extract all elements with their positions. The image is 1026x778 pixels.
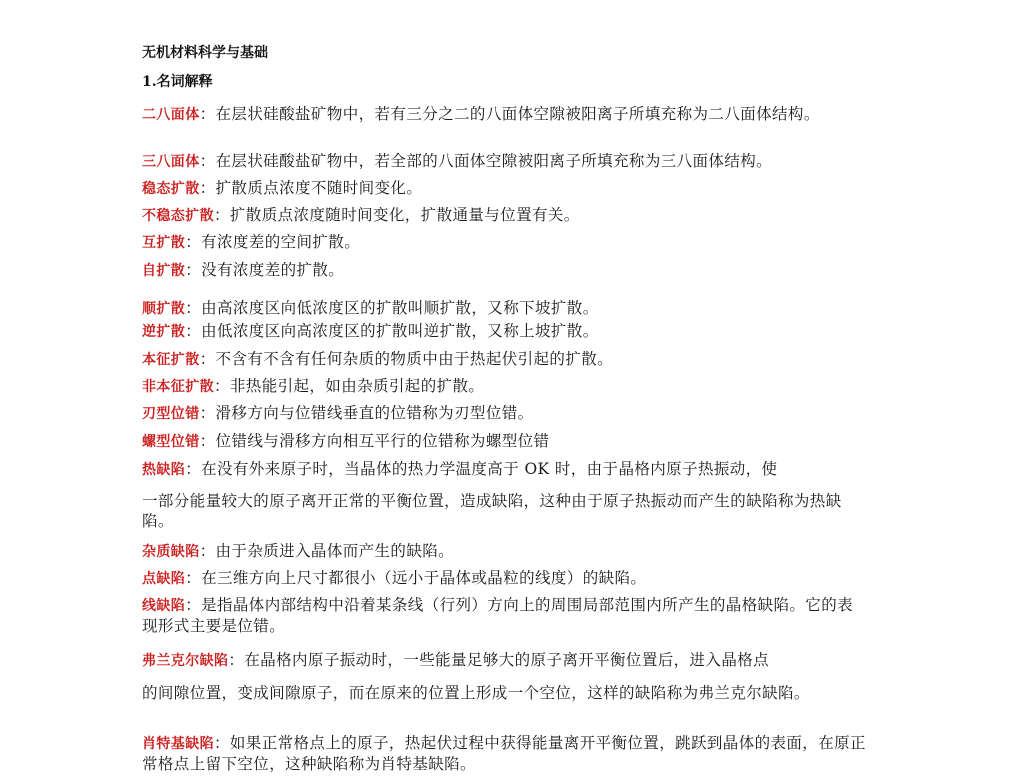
term-label: 点缺陷: [142, 571, 186, 587]
term-label: 自扩散: [142, 263, 186, 279]
definition-entry: 自扩散：没有浓度差的扩散。: [142, 261, 345, 279]
definition-entry: 杂质缺陷：由于杂质进入晶体而产生的缺陷。: [142, 542, 455, 560]
definition-entry: 弗兰克尔缺陷：在晶格内原子振动时，一些能量足够大的原子离开平衡位置后，进入晶格点: [142, 651, 770, 669]
definition-text: 在没有外来原子时，当晶体的热力学温度高于 OK 时，由于晶格内原子热振动，使: [201, 460, 778, 478]
definition-text: 没有浓度差的扩散。: [201, 261, 345, 279]
definition-entry: 螺型位错：位错线与滑移方向相互平行的位错称为螺型位错: [142, 432, 550, 450]
definition-continuation: [142, 491, 866, 531]
term-label: 肖特基缺陷: [142, 736, 214, 752]
definition-continuation: [142, 683, 866, 703]
term-label: 热缺陷: [142, 462, 186, 478]
term-label: 刃型位错: [142, 406, 200, 422]
definition-entry: 本征扩散：不含有不含有任何杂质的物质中由于热起伏引起的扩散。: [142, 350, 614, 368]
term-label: 顺扩散: [142, 301, 186, 317]
definition-entry: 逆扩散：由低浓度区向高浓度区的扩散叫逆扩散，又称上坡扩散。: [142, 322, 599, 340]
document-title: 无机材料科学与基础: [142, 45, 268, 61]
definition-entry: 线缺陷：是指晶体内部结构中沿着某条线（行列）方向上的周围局部范围内所产生的晶格缺陷。它的表现形式主要是位错。: [142, 596, 854, 635]
definition-entry: 稳态扩散：扩散质点浓度不随时间变化。: [142, 179, 423, 197]
term-label: 线缺陷: [142, 598, 186, 614]
definition-text: 一部分能量较大的原子离开正常的平衡位置，造成缺陷，这种由于原子热振动而产生的缺陷称为热缺陷。: [142, 492, 842, 530]
definition-text: 在层状硅酸盐矿物中，若全部的八面体空隙被阳离子所填充称为三八面体结构。: [215, 152, 773, 170]
definition-text: 非热能引起，如由杂质引起的扩散。: [229, 377, 485, 395]
definition-text: 如果正常格点上的原子，热起伏过程中获得能量离开平衡位置，跳跃到晶体的表面，在原正常格点上留下空位，这种缺陷称为肖特基缺陷。: [142, 734, 866, 773]
definition-entry: 点缺陷：在三维方向上尺寸都很小（远小于晶体或晶粒的线度）的缺陷。: [142, 569, 647, 587]
definition-entry: 三八面体：在层状硅酸盐矿物中，若全部的八面体空隙被阳离子所填充称为三八面体结构。: [142, 152, 773, 170]
definition-text: 在层状硅酸盐矿物中，若有三分之二的八面体空隙被阳离子所填充称为二八面体结构。: [215, 105, 820, 123]
definition-text: 由于杂质进入晶体而产生的缺陷。: [215, 542, 455, 560]
definition-entry: 刃型位错：滑移方向与位错线垂直的位错称为刃型位错。: [142, 404, 534, 422]
definition-text: 扩散质点浓度不随时间变化。: [215, 179, 423, 197]
definition-text: 在三维方向上尺寸都很小（远小于晶体或晶粒的线度）的缺陷。: [201, 569, 647, 587]
definition-entry: 肖特基缺陷：如果正常格点上的原子，热起伏过程中获得能量离开平衡位置，跳跃到晶体的表面，在原正常格点上留下空位，这种缺陷称为肖特基缺陷。: [142, 734, 866, 773]
definition-text: 位错线与滑移方向相互平行的位错称为螺型位错: [215, 432, 550, 450]
term-label: 本征扩散: [142, 352, 200, 368]
term-label: 互扩散: [142, 235, 186, 251]
definition-entry: 热缺陷：在没有外来原子时，当晶体的热力学温度高于 OK 时，由于晶格内原子热振动，使: [142, 460, 778, 478]
term-label: 逆扩散: [142, 324, 186, 340]
definition-entry: 顺扩散：由高浓度区向低浓度区的扩散叫顺扩散，又称下坡扩散。: [142, 299, 599, 317]
definition-entry: 不稳态扩散：扩散质点浓度随时间变化，扩散通量与位置有关。: [142, 206, 580, 224]
definition-entry: 互扩散：有浓度差的空间扩散。: [142, 233, 361, 251]
definition-text: 不含有不含有任何杂质的物质中由于热起伏引起的扩散。: [215, 350, 614, 368]
definition-text: 滑移方向与位错线垂直的位错称为刃型位错。: [215, 404, 534, 422]
definition-text: 由高浓度区向低浓度区的扩散叫顺扩散，又称下坡扩散。: [201, 299, 599, 317]
definition-text: 是指晶体内部结构中沿着某条线（行列）方向上的周围局部范围内所产生的晶格缺陷。它的表现形式主要是位错。: [142, 596, 854, 635]
definition-text: 有浓度差的空间扩散。: [201, 233, 361, 251]
term-label: 不稳态扩散: [142, 208, 214, 224]
term-label: 稳态扩散: [142, 181, 200, 197]
term-label: 弗兰克尔缺陷: [142, 653, 229, 669]
definition-text: 扩散质点浓度随时间变化，扩散通量与位置有关。: [229, 206, 580, 224]
section-heading: 1.名词解释: [142, 74, 213, 90]
definition-text: 在晶格内原子振动时，一些能量足够大的原子离开平衡位置后，进入晶格点: [244, 651, 770, 669]
term-label: 三八面体: [142, 154, 200, 170]
definition-text: 由低浓度区向高浓度区的扩散叫逆扩散，又称上坡扩散。: [201, 322, 599, 340]
definition-entry: 二八面体：在层状硅酸盐矿物中，若有三分之二的八面体空隙被阳离子所填充称为二八面体结构。: [142, 105, 820, 123]
term-label: 螺型位错: [142, 434, 200, 450]
term-label: 非本征扩散: [142, 379, 214, 395]
definition-entry: 非本征扩散：非热能引起，如由杂质引起的扩散。: [142, 377, 485, 395]
definition-text: 的间隙位置，变成间隙原子，而在原来的位置上形成一个空位，这样的缺陷称为弗兰克尔缺陷。: [142, 684, 810, 702]
term-label: 杂质缺陷: [142, 544, 200, 560]
term-label: 二八面体: [142, 107, 200, 123]
